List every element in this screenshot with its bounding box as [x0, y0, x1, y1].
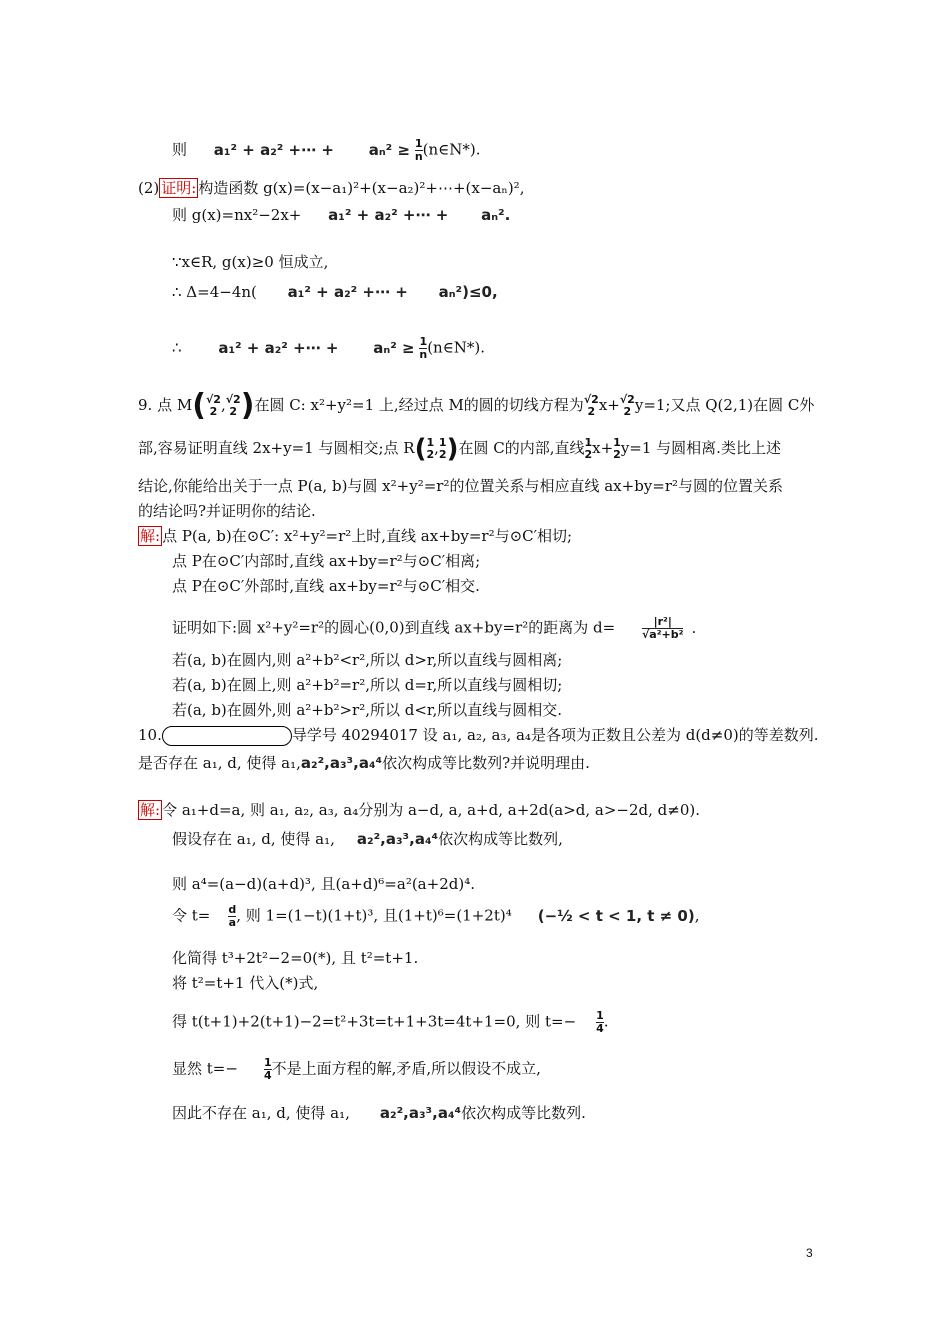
text: 结论,你能给出关于一点 P(a, b)与圆 x²+y²=r²的位置关系与相应直线 ax+by=r²与圆的位置关系 [138, 477, 784, 495]
a10-line-7 [172, 1010, 609, 1035]
text: 部,容易证明直线 2x+y=1 与圆相交;点 R [138, 439, 415, 457]
text: 点 P在⊙C′内部时,直线 ax+by=r²与⊙C′相离; [172, 552, 481, 570]
math-tail: aₙ². [481, 206, 511, 224]
text-delta: ∴ Δ=4−4n( [172, 283, 257, 301]
text-ze: 则 [172, 140, 188, 159]
q9-line-1: 9. 点 M( √2 2 , √2 2 )在圆 C: x²+y²=1 上,经过点 M的圆的切线方程为 √2 2 x+ √2 2 y=1;又点 Q(2,1)在圆 C外 [138, 388, 815, 423]
text: 的结论吗?并证明你的结论. [138, 502, 316, 520]
a10-line-6 [172, 973, 318, 993]
fraction-1-over-n: $\frac{1}{n}$ [414, 137, 423, 163]
conclusion-line-1 [172, 138, 481, 163]
text: 依次构成等比数列, [438, 830, 563, 848]
a10-line-8 [172, 1057, 541, 1082]
text: y=1 与圆相离.类比上述 [620, 439, 781, 457]
fraction: √2 2 [225, 393, 241, 418]
fraction-distance: $\frac{\text{|r²|}}{\text{√a²+b²}}$ [641, 615, 684, 641]
text: 依次构成等比数列. [461, 1104, 586, 1122]
q9-line-2: 部,容易证明直线 2x+y=1 与圆相交;点 R( 1 2 , 1 2 )在圆 C的内部,直线 1 2 x+ 1 2 y=1 与圆相离.类比上述 [138, 434, 781, 464]
a10-line-9 [172, 1103, 586, 1123]
proof-2-line-4 [172, 282, 498, 302]
proof-2-line-1 [138, 178, 524, 198]
text: 显然 t=− [172, 1059, 238, 1078]
text: . [691, 618, 697, 637]
text-therefore: ∴ [172, 338, 182, 357]
text: , [694, 906, 700, 925]
text: 在圆 C的内部,直线 [458, 439, 585, 457]
a9-line-6 [172, 675, 562, 695]
math-tail: aₙ²)≤0, [438, 283, 498, 301]
text-tail: (n∈N*). [422, 140, 481, 159]
a9-line-4 [172, 616, 696, 641]
math-terms: a₂²,a₃³,a₄⁴ [379, 1104, 462, 1122]
part-number: (2) [138, 179, 160, 197]
fraction-d-over-a: $\frac{d}{a}$ [228, 903, 237, 929]
fraction: √2 2 [205, 393, 221, 418]
text: 在圆 C: x²+y²=1 上,经过点 M的圆的切线方程为 [254, 396, 584, 414]
fraction: √2 2 [619, 393, 635, 418]
text: x+ [592, 439, 614, 457]
text: y=1;又点 Q(2,1)在圆 C外 [634, 396, 815, 414]
proof-2-line-2 [172, 205, 510, 225]
math-terms: a₂²,a₃³,a₄⁴ [300, 754, 383, 772]
a10-line-2 [172, 829, 563, 849]
text: 将 t²=t+1 代入(*)式, [172, 974, 319, 992]
text: 若(a, b)在圆上,则 a²+b²=r²,所以 d=r,所以直线与圆相切; [172, 676, 563, 694]
proof-2-line-3 [172, 252, 328, 272]
fraction: 1 2 [584, 436, 593, 461]
fraction: 1 2 [426, 436, 435, 461]
fraction: 1 2 [613, 436, 621, 461]
a9-line-3 [172, 576, 480, 596]
fraction-1-4: $\frac{1}{4}$ [596, 1009, 604, 1035]
answer-label: 解: [140, 801, 161, 819]
math-sum: a₁² + a₂² +⋯ + [213, 140, 334, 159]
text: 不是上面方程的解,矛盾,所以假设不成立, [271, 1059, 541, 1078]
text: 导学号 40294017 设 a₁, a₂, a₃, a₄是各项为正数且公差为 d(d≠0)的等差数列. [291, 726, 819, 744]
a9-line-1 [138, 526, 572, 546]
text: 依次构成等比数列?并说明理由. [382, 754, 590, 772]
text: , 则 1=(1−t)(1+t)³, 且(1+t)⁶=(1+2t)⁴ [236, 906, 512, 925]
math-sum: a₁² + a₂² +⋯ + [328, 206, 449, 224]
text: 令 t= [172, 906, 211, 925]
a10-line-5 [172, 948, 418, 968]
a10-line-1 [138, 800, 700, 820]
text-tail: (n∈N*). [427, 338, 486, 357]
text: 因此不存在 a₁, d, 使得 a₁, [172, 1104, 350, 1122]
text: 假设存在 a₁, d, 使得 a₁, [172, 830, 335, 848]
text: 若(a, b)在圆外,则 a²+b²>r²,所以 d<r,所以直线与圆相交. [172, 701, 562, 719]
text: 是否存在 a₁, d, 使得 a₁, [138, 754, 301, 772]
math-an: aₙ² ≥ [368, 140, 411, 159]
math-range: (−½ < t < 1, t ≠ 0) [537, 906, 695, 925]
proof-2-line-5 [172, 336, 485, 361]
text: 令 a₁+d=a, 则 a₁, a₂, a₃, a₄分别为 a−d, a, a+d, a+2d(a>d, a>−2d, d≠0). [162, 801, 701, 819]
fraction-1-4: $\frac{1}{4}$ [263, 1056, 272, 1082]
a10-line-3 [172, 874, 475, 894]
fraction: √2 2 [583, 393, 599, 418]
a10-line-4 [172, 904, 700, 929]
text: 9. 点 M [138, 396, 193, 414]
math-an: aₙ² ≥ [373, 338, 415, 357]
text-since: ∵x∈R, g(x)≥0 恒成立, [172, 253, 329, 271]
text-g: 则 g(x)=nx²−2x+ [172, 206, 302, 224]
answer-label: 解: [140, 527, 161, 545]
guide-number-box [162, 726, 292, 746]
math-sum: a₁² + a₂² +⋯ + [287, 283, 408, 301]
q10-line-1 [138, 725, 819, 746]
q10-line-2 [138, 753, 590, 773]
math-terms: a₂²,a₃³,a₄⁴ [356, 830, 439, 848]
question-number: 10. [138, 726, 162, 744]
fraction: 1 2 [438, 436, 447, 461]
text: 点 P(a, b)在⊙C′: x²+y²=r²上时,直线 ax+by=r²与⊙C′相切; [162, 527, 573, 545]
text: 若(a, b)在圆内,则 a²+b²<r²,所以 d>r,所以直线与圆相离; [172, 651, 563, 669]
q9-line-4 [138, 501, 316, 521]
text: 则 a⁴=(a−d)(a+d)³, 且(a+d)⁶=a²(a+2d)⁴. [172, 875, 475, 893]
text: . [603, 1012, 609, 1031]
a9-line-2 [172, 551, 480, 571]
a9-line-5 [172, 650, 562, 670]
a9-line-7 [172, 700, 562, 720]
fraction-1-over-n: $\frac{1}{n}$ [419, 335, 428, 361]
math-sum: a₁² + a₂² +⋯ + [218, 338, 339, 357]
text: 证明如下:圆 x²+y²=r²的圆心(0,0)到直线 ax+by=r²的距离为 d= [172, 618, 616, 637]
proof-label: 证明: [161, 179, 197, 197]
text: 化简得 t³+2t²−2=0(*), 且 t²=t+1. [172, 949, 419, 967]
text: x+ [598, 396, 620, 414]
page-number: 3 [806, 1246, 813, 1260]
text: 得 t(t+1)+2(t+1)−2=t²+3t=t+1+3t=4t+1=0, 则 t=− [172, 1012, 577, 1031]
text: 点 P在⊙C′外部时,直线 ax+by=r²与⊙C′相交. [172, 577, 480, 595]
proof-text: 构造函数 g(x)=(x−a₁)²+(x−a₂)²+⋯+(x−aₙ)², [198, 179, 525, 197]
q9-line-3 [138, 476, 783, 496]
